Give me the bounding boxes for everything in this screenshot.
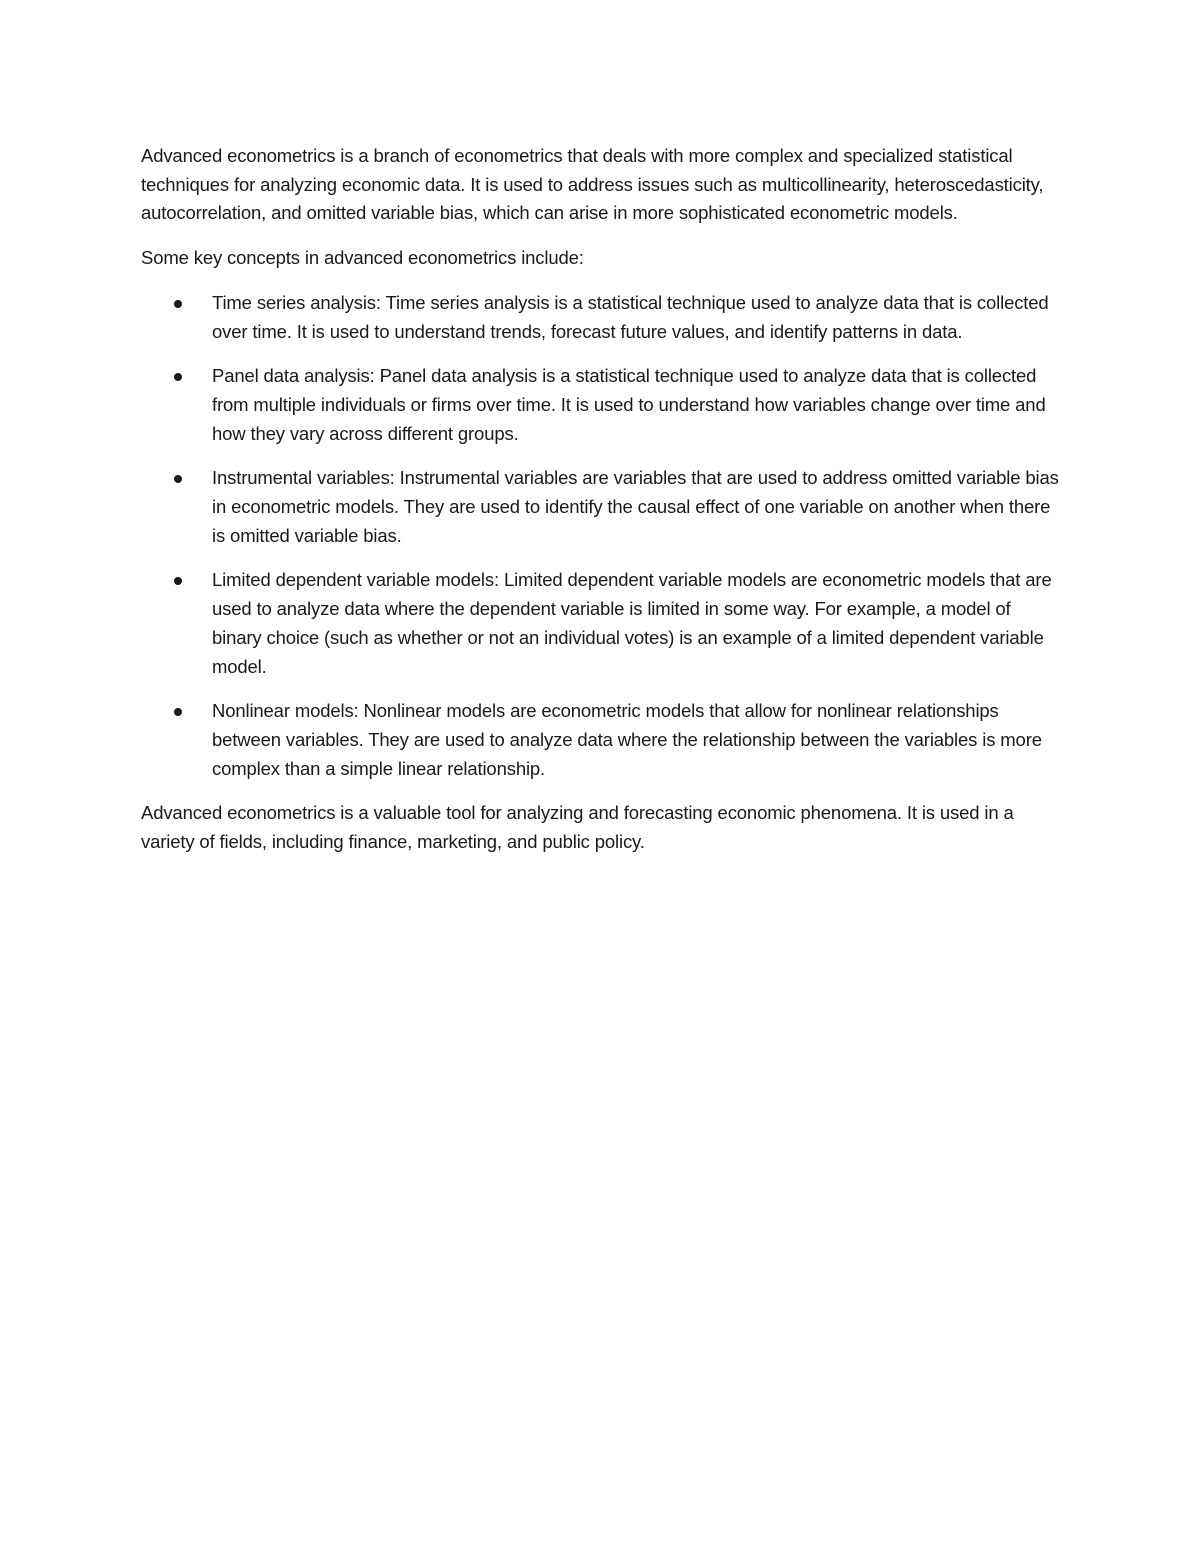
bullet-icon	[174, 300, 182, 308]
list-item-text: Limited dependent variable models: Limited dependent variable models are econometric models that are used to analyze data where the dependent variable is limited in some way. For example, a model of binary choice (such as whether or not an individual votes) is an example of a limited dependent variable model.	[212, 569, 1052, 677]
list-item	[141, 289, 1061, 346]
bullet-icon	[174, 708, 182, 716]
list-item	[141, 697, 1061, 783]
conclusion-paragraph: Advanced econometrics is a valuable tool for analyzing and forecasting economic phenomena. It is used in a variety of fields, including finance, marketing, and public policy.	[141, 802, 1014, 853]
intro-paragraph: Advanced econometrics is a branch of econometrics that deals with more complex and specialized statistical techniques for analyzing economic data. It is used to address issues such as multicollinearity, heteroscedasticity, autocorrelation, and omitted variable bias, which can arise in more sophisticated econometric models.	[141, 145, 1044, 224]
list-item-text: Nonlinear models: Nonlinear models are econometric models that allow for nonlinear relationships between variables. They are used to analyze data where the relationship between the variables is more complex than a simple linear relationship.	[212, 700, 1042, 779]
bullet-icon	[174, 475, 182, 483]
list-item-text: Panel data analysis: Panel data analysis is a statistical technique used to analyze data that is collected from multiple individuals or firms over time. It is used to understand how variables change over time and how they vary across different groups.	[212, 365, 1046, 444]
lead-in-paragraph: Some key concepts in advanced econometrics include:	[141, 247, 584, 269]
bullet-icon	[174, 577, 182, 585]
document-body	[141, 142, 1061, 873]
bullet-icon	[174, 373, 182, 381]
list-item-text: Time series analysis: Time series analysis is a statistical technique used to analyze data that is collected over time. It is used to understand trends, forecast future values, and identify patterns in data.	[212, 291, 1049, 342]
list-item	[141, 566, 1061, 681]
key-concepts-list	[141, 289, 1061, 784]
list-item	[141, 464, 1061, 550]
list-item	[141, 362, 1061, 448]
list-item-text: Instrumental variables: Instrumental variables are variables that are used to address omitted variable bias in econometric models. They are used to identify the causal effect of one variable on another when there is omitted variable bias.	[212, 467, 1059, 546]
